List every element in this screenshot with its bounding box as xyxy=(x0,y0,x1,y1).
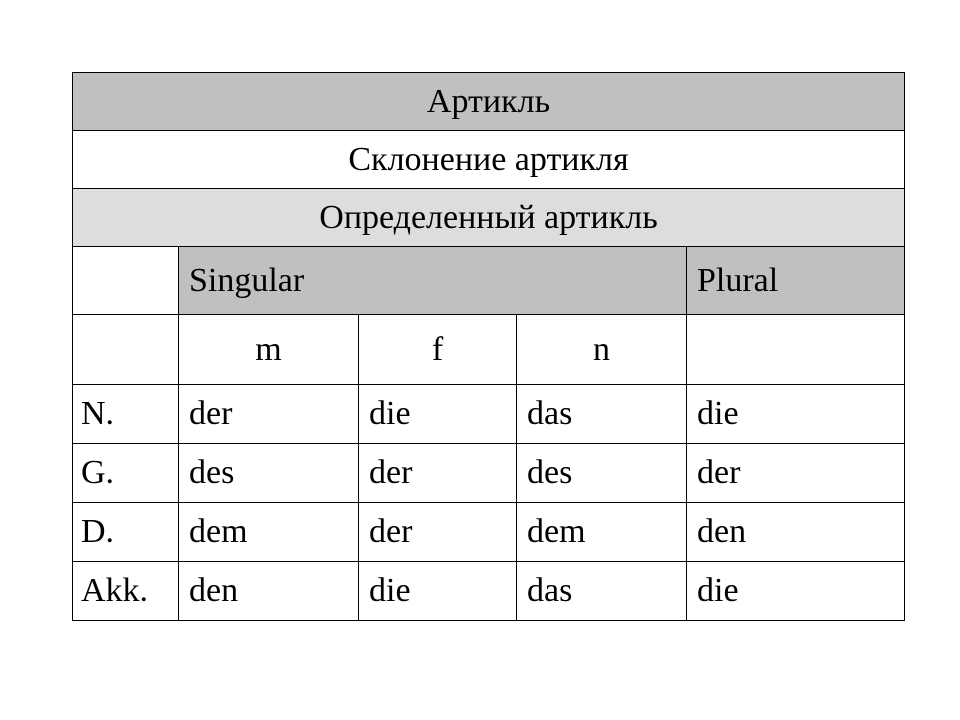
table-subtitle: Склонение артикля xyxy=(73,131,905,189)
case-label: D. xyxy=(73,503,179,562)
article-declension-table xyxy=(72,72,905,621)
cell-m: der xyxy=(179,385,359,444)
table-row xyxy=(73,444,905,503)
cell-pl: den xyxy=(687,503,905,562)
empty-corner-cell xyxy=(73,315,179,385)
case-label: N. xyxy=(73,385,179,444)
empty-corner-cell xyxy=(73,247,179,315)
title-row xyxy=(73,73,905,131)
plural-header: Plural xyxy=(687,247,905,315)
cell-n: des xyxy=(517,444,687,503)
number-header-row xyxy=(73,247,905,315)
table-row xyxy=(73,503,905,562)
cell-pl: der xyxy=(687,444,905,503)
cell-m: dem xyxy=(179,503,359,562)
section-row xyxy=(73,189,905,247)
cell-f: der xyxy=(359,444,517,503)
gender-header-n: n xyxy=(517,315,687,385)
cell-f: der xyxy=(359,503,517,562)
subtitle-row xyxy=(73,131,905,189)
gender-header-f: f xyxy=(359,315,517,385)
cell-pl: die xyxy=(687,385,905,444)
case-label: Akk. xyxy=(73,562,179,621)
case-label: G. xyxy=(73,444,179,503)
cell-f: die xyxy=(359,385,517,444)
cell-n: das xyxy=(517,385,687,444)
gender-header-row xyxy=(73,315,905,385)
cell-n: das xyxy=(517,562,687,621)
gender-header-m: m xyxy=(179,315,359,385)
singular-header: Singular xyxy=(179,247,687,315)
table-title: Артикль xyxy=(73,73,905,131)
section-heading: Определенный артикль xyxy=(73,189,905,247)
table-row xyxy=(73,562,905,621)
cell-n: dem xyxy=(517,503,687,562)
cell-pl: die xyxy=(687,562,905,621)
empty-plural-gender-cell xyxy=(687,315,905,385)
cell-m: des xyxy=(179,444,359,503)
table-row xyxy=(73,385,905,444)
cell-m: den xyxy=(179,562,359,621)
cell-f: die xyxy=(359,562,517,621)
